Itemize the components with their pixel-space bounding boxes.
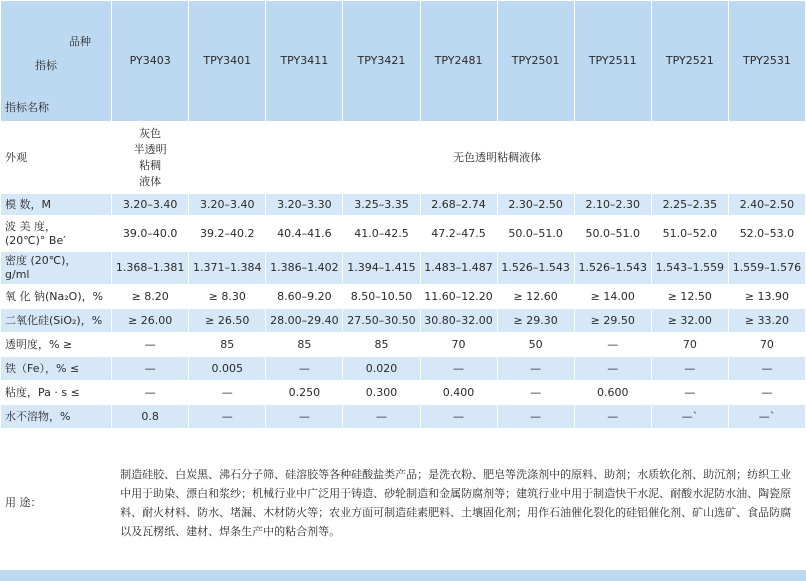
appearance-first-value: 灰色 半透明 粘稠 液体 — [112, 122, 189, 194]
value-cell: 0.600 — [574, 381, 651, 405]
value-cell: 27.50–30.50 — [343, 309, 420, 333]
value-cell: 3.20–3.40 — [189, 194, 266, 216]
value-cell: 50 — [497, 333, 574, 357]
usage-text: 制造硅胶、白炭黑、沸石分子筛、硅溶胶等各种硅酸盐类产品；是洗衣粉、肥皂等洗涤剂中的原料、助剂；水质软化剂、助沉剂；纺织工业中用于助染、漂白和浆纱；机械行业中广泛用于铸造、砂轮制造和金属防腐剂等；建筑行业中用于制造快干水泥、耐酸水泥防水油、陶瓷原料、耐火材料、防水、堵漏、木材防火等；农业方面可制造硅素肥料、土壤固化剂；用作石油催化裂化的硅铝催化剂、矿山选矿、食品防腐以及瓦楞纸、建材、焊条生产中的粘合剂等。 — [112, 429, 806, 577]
value-cell: — — [574, 333, 651, 357]
value-cell: 50.0–51.0 — [497, 216, 574, 252]
value-cell: —` — [651, 405, 728, 429]
value-cell: — — [497, 357, 574, 381]
value-cell: ≥ 26.00 — [112, 309, 189, 333]
usage-label: 用 途： — [1, 429, 112, 577]
product-header: TPY2521 — [651, 1, 728, 122]
row-label: 模 数，M — [1, 194, 112, 216]
value-cell: — — [266, 357, 343, 381]
value-cell: ≥ 29.30 — [497, 309, 574, 333]
value-cell: 11.60–12.20 — [420, 285, 497, 309]
value-cell: 39.0–40.0 — [112, 216, 189, 252]
value-cell: 40.4–41.6 — [266, 216, 343, 252]
value-cell: 0.250 — [266, 381, 343, 405]
value-cell: 1.526–1.543 — [574, 252, 651, 285]
product-header: TPY2531 — [728, 1, 805, 122]
data-row — [1, 333, 806, 357]
value-cell: ≥ 33.20 — [728, 309, 805, 333]
value-cell: — — [112, 333, 189, 357]
value-cell: — — [266, 405, 343, 429]
value-cell: 39.2–40.2 — [189, 216, 266, 252]
value-cell: — — [189, 405, 266, 429]
value-cell: ≥ 32.00 — [651, 309, 728, 333]
value-cell: — — [112, 357, 189, 381]
product-header: TPY2481 — [420, 1, 497, 122]
product-header: TPY3411 — [266, 1, 343, 122]
data-row — [1, 285, 806, 309]
value-cell: ≥ 26.50 — [189, 309, 266, 333]
data-row — [1, 252, 806, 285]
value-cell: ≥ 29.50 — [574, 309, 651, 333]
value-cell: 1.543–1.559 — [651, 252, 728, 285]
value-cell: ≥ 8.30 — [189, 285, 266, 309]
value-cell: 85 — [266, 333, 343, 357]
value-cell: — — [728, 381, 805, 405]
value-cell: 8.60–9.20 — [266, 285, 343, 309]
value-cell: — — [651, 357, 728, 381]
value-cell: 2.30–2.50 — [497, 194, 574, 216]
value-cell: 0.8 — [112, 405, 189, 429]
value-cell: — — [343, 405, 420, 429]
product-header: PY3403 — [112, 1, 189, 122]
value-cell: 2.25–2.35 — [651, 194, 728, 216]
value-cell: 0.400 — [420, 381, 497, 405]
value-cell: 85 — [189, 333, 266, 357]
value-cell: 50.0–51.0 — [574, 216, 651, 252]
value-cell: 1.394–1.415 — [343, 252, 420, 285]
value-cell: ≥ 12.60 — [497, 285, 574, 309]
value-cell: 70 — [420, 333, 497, 357]
product-header: TPY2511 — [574, 1, 651, 122]
data-row — [1, 357, 806, 381]
row-label: 粘度，Pa · s ≤ — [1, 381, 112, 405]
value-cell: 1.559–1.576 — [728, 252, 805, 285]
value-cell: — — [420, 357, 497, 381]
row-label: 铁（Fe），% ≤ — [1, 357, 112, 381]
data-row — [1, 216, 806, 252]
value-cell: 2.68–2.74 — [420, 194, 497, 216]
value-cell: — — [112, 381, 189, 405]
value-cell: — — [651, 381, 728, 405]
data-row — [1, 309, 806, 333]
value-cell: 30.80–32.00 — [420, 309, 497, 333]
value-cell: ≥ 12.50 — [651, 285, 728, 309]
value-cell: 2.10–2.30 — [574, 194, 651, 216]
value-cell: 3.25–3.35 — [343, 194, 420, 216]
value-cell: 70 — [651, 333, 728, 357]
product-header: TPY3401 — [189, 1, 266, 122]
value-cell: — — [497, 405, 574, 429]
row-label: 水不溶物，% — [1, 405, 112, 429]
row-label: 波 美 度， (20℃)° Be′ — [1, 216, 112, 252]
row-label: 透明度，% ≥ — [1, 333, 112, 357]
value-cell: 41.0–42.5 — [343, 216, 420, 252]
value-cell: 85 — [343, 333, 420, 357]
header-row — [1, 1, 806, 122]
data-row — [1, 194, 806, 216]
value-cell: — — [728, 357, 805, 381]
value-cell: — — [497, 381, 574, 405]
value-cell: — — [189, 381, 266, 405]
value-cell: 3.20–3.40 — [112, 194, 189, 216]
row-label: 二氧化硅(SiO₂)，% — [1, 309, 112, 333]
value-cell: 2.40–2.50 — [728, 194, 805, 216]
index-label: 指标 — [35, 59, 57, 72]
header-corner-cell — [1, 1, 112, 122]
value-cell: — — [420, 405, 497, 429]
value-cell: 3.20–3.30 — [266, 194, 343, 216]
value-cell: 1.483–1.487 — [420, 252, 497, 285]
value-cell: 0.020 — [343, 357, 420, 381]
value-cell: — — [574, 357, 651, 381]
product-header: TPY3421 — [343, 1, 420, 122]
value-cell: —` — [728, 405, 805, 429]
value-cell: 0.005 — [189, 357, 266, 381]
variety-label: 品种 — [69, 35, 91, 48]
value-cell: ≥ 14.00 — [574, 285, 651, 309]
value-cell: 1.368–1.381 — [112, 252, 189, 285]
row-label: 氧 化 钠(Na₂O)，% — [1, 285, 112, 309]
value-cell: 70 — [728, 333, 805, 357]
appearance-row — [1, 122, 806, 194]
usage-row — [1, 429, 806, 577]
value-cell: 1.371–1.384 — [189, 252, 266, 285]
appearance-rest-value: 无色透明粘稠液体 — [189, 122, 806, 194]
value-cell: 8.50–10.50 — [343, 285, 420, 309]
row-label: 外观 — [1, 122, 112, 194]
value-cell: 0.300 — [343, 381, 420, 405]
value-cell: 47.2–47.5 — [420, 216, 497, 252]
bottom-bar — [0, 570, 806, 581]
value-cell: 1.526–1.543 — [497, 252, 574, 285]
data-row — [1, 405, 806, 429]
value-cell: — — [574, 405, 651, 429]
value-cell: 28.00–29.40 — [266, 309, 343, 333]
value-cell: ≥ 8.20 — [112, 285, 189, 309]
product-header: TPY2501 — [497, 1, 574, 122]
value-cell: ≥ 13.90 — [728, 285, 805, 309]
value-cell: 51.0–52.0 — [651, 216, 728, 252]
index-name-label: 指标名称 — [5, 101, 49, 114]
data-row — [1, 381, 806, 405]
row-label: 密度 (20℃)， g/ml — [1, 252, 112, 285]
value-cell: 52.0–53.0 — [728, 216, 805, 252]
value-cell: 1.386–1.402 — [266, 252, 343, 285]
